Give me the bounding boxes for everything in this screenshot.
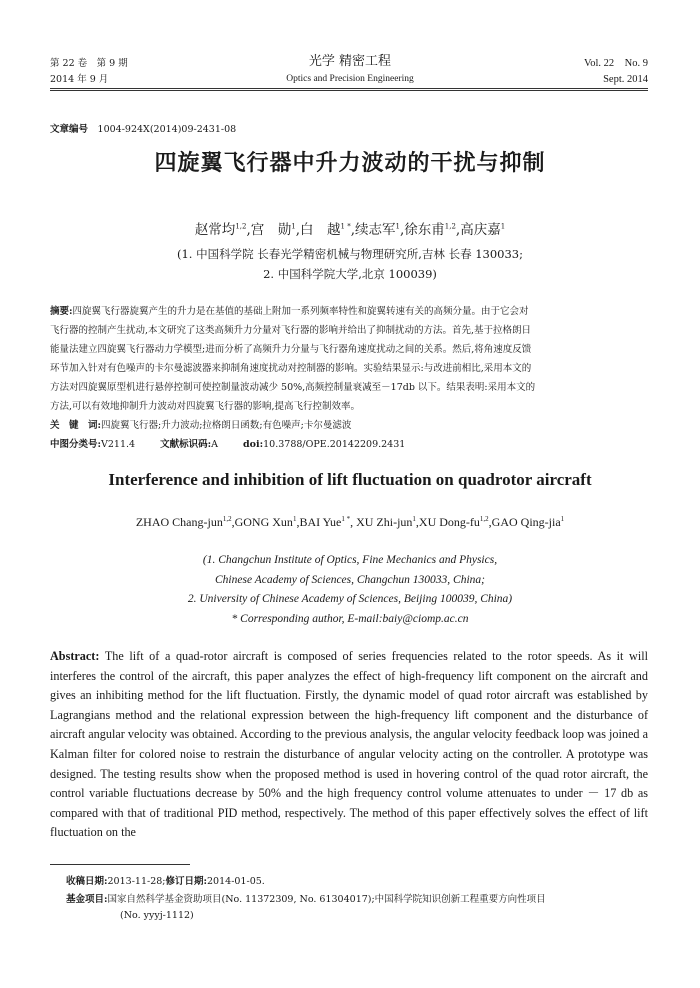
author-en-5-sup: 1,2 [479, 515, 489, 523]
revised-label: 修订日期: [165, 876, 208, 887]
header-volume-en: Vol. 22 No. 9 [584, 58, 648, 69]
title-en: Interference and inhibition of lift fluctuation on quadrotor aircraft [108, 470, 592, 489]
author-cn-5: 徐东甫 [404, 222, 445, 238]
header-date-cn: 2014 年 9 月 [50, 74, 109, 85]
affiliation-cn-1: (1. 中国科学院 长春光学精密机械与物理研究所,吉林 长春 130033; [176, 247, 523, 261]
author-cn-2-sup: 1 [291, 222, 296, 231]
doi-label: doi: [243, 439, 264, 450]
abstract-cn-line-6: 方法,可以有效地抑制升力波动对四旋翼飞行器的影响,提高飞行控制效率。 [50, 401, 361, 412]
abstract-cn-line-1: 四旋翼飞行器旋翼产生的升力是在基值的基础上附加一系列频率特性和旋翼转速有关的高频分量。由于它会对 [72, 306, 529, 317]
header-volume-cn: 第 22 卷 第 9 期 [50, 58, 128, 69]
header-journal-cn: 光学 精密工程 [308, 54, 392, 69]
classification-line [50, 435, 650, 454]
author-en-1-sup: 1,2 [222, 515, 232, 523]
doc-code-label: 文献标识码: [160, 439, 212, 450]
doc-code-value: A [211, 439, 218, 450]
abstract-cn-line-2: 飞行器的控制产生扰动,本文研究了这类高频升力分量对飞行器的影响并给出了抑制扰动的方法。首先,基于拉格朗日 [50, 325, 532, 336]
clc-value: V211.4 [101, 439, 136, 450]
received-value: 2013-11-28; [107, 876, 166, 887]
affiliation-en-1: (1. Changchun Institute of Optics, Fine Mechanics and Physics, [202, 554, 498, 566]
author-cn-3: 白 越 [300, 222, 341, 238]
authors-en [0, 512, 700, 532]
author-cn-3-sup: 1 * [340, 222, 351, 231]
author-en-4: , XU Zhi-jun [350, 515, 413, 529]
author-en-1: ZHAO Chang-jun [135, 515, 223, 529]
footnotes [66, 874, 650, 923]
author-cn-4: 续志军 [355, 222, 396, 238]
author-en-3-sup: 1 * [341, 515, 351, 523]
article-number-label: 文章编号 [50, 124, 89, 135]
author-en-6-sup: 1 [560, 515, 565, 523]
title-cn: 四旋翼飞行器中升力波动的干扰与抑制 [154, 151, 546, 176]
affiliation-en-2: Chinese Academy of Sciences, Changchun 130033, China; [215, 573, 485, 586]
abstract-en-text: The lift of a quad-rotor aircraft is composed of series frequencies related to the rotor speeds. As it will interferes the control of the aircraft, this paper analyzes the effect of high-frequency lift component on the aircraft and gives an inhibiting method for the lift fluctuation. Firstly, the dynamic model of quad rotor aircraft was established by Lagrangians method and the relational expression between the high-frequency lift component and the disturbance of aircraft angular velocity was obtained. According to the previous analysis, the angular velocity feedback loop was joined a Kalman filter for colored noise to restrain the disturbance of angular velocity acting on the controller. A prototype was designed. The testing results show when the proposed method is used in hovering control of the quad rotor aircraft, the control variable fluctuations decrease by 50% and the high frequency control volume attenuates to under － 17 db as compared with that of traditional PID method, respectively. The method of this paper effectively solves the effect of lift fluctuation on the [50, 649, 649, 840]
abstract-en [50, 647, 648, 843]
abstract-cn [50, 302, 650, 454]
doi-value: 10.3788/OPE.20142209.2431 [263, 439, 406, 450]
fund-label: 基金项目: [66, 894, 108, 905]
fund-value-cont: (No. yyyj-1112) [120, 910, 194, 921]
author-en-2-sup: 1 [292, 515, 297, 523]
author-en-4-sup: 1 [412, 515, 416, 523]
author-cn-1-sup: 1,2 [235, 222, 247, 231]
author-cn-6: 高庆嘉 [460, 222, 501, 238]
header-rule-2 [50, 90, 648, 91]
corresponding-author: * Corresponding author, E-mail:baiy@ciomp.ac.cn [231, 612, 469, 625]
keywords-cn-label: 关 键 词: [50, 420, 102, 431]
abstract-cn-line-3: 能量法建立四旋翼飞行器动力学模型;进而分析了高频升力分量与飞行器角速度扰动之间的关系。然后,将角速度反馈 [50, 344, 532, 355]
article-number [50, 123, 236, 137]
abstract-cn-line-4: 环节加入针对有色噪声的卡尔曼滤波器来抑制角速度扰动对控制器的影响。实验结果显示:与改进前相比,采用本文的 [50, 363, 532, 374]
header-date-en: Sept. 2014 [603, 74, 648, 85]
header-journal-en: Optics and Precision Engineering [286, 74, 414, 84]
affiliation-cn-2: 2. 中国科学院大学,北京 100039) [263, 267, 437, 281]
affiliations-en [0, 551, 700, 629]
article-number-value: 1004-924X(2014)09-2431-08 [97, 124, 237, 135]
affiliation-en-3: 2. University of Chinese Academy of Sciences, Beijing 100039, China) [187, 593, 513, 605]
author-en-2: ,GONG Xun [231, 515, 293, 529]
footnote-rule [50, 864, 190, 865]
abstract-en-label: Abstract: [50, 649, 100, 663]
author-cn-6-sup: 1 [500, 222, 506, 231]
revised-value: 2014-01-05. [207, 876, 265, 887]
fund-value: 国家自然科学基金资助项目(No. 11372309, No. 61304017);中国科学院知识创新工程重要方向性项目 [107, 894, 546, 905]
author-cn-2: 宫 勋 [250, 222, 292, 238]
author-cn-5-sup: 1,2 [444, 222, 456, 231]
author-en-3: ,BAI Yue [296, 515, 342, 529]
author-en-6: ,GAO Qing-jia [488, 515, 561, 529]
author-cn-1: 赵常均 [194, 222, 236, 238]
header-rule-1 [50, 88, 648, 89]
clc-label: 中图分类号: [50, 439, 102, 450]
received-label: 收稿日期: [66, 876, 108, 887]
keywords-cn-value: 四旋翼飞行器;升力波动;拉格朗日函数;有色噪声;卡尔曼滤波 [101, 420, 352, 431]
abstract-cn-line-5: 方法对四旋翼原型机进行悬停控制可使控制量波动减少 50%,高频控制量衰减至－17db 以下。结果表明:采用本文的 [50, 382, 536, 393]
author-cn-4-sup: 1 [395, 222, 400, 231]
author-en-5: ,XU Dong-fu [415, 515, 480, 529]
abstract-cn-label: 摘要: [50, 306, 73, 317]
authors-cn: 赵常均$^{1,2}$,宫 勋$^1$,白 越$^{1 *}$,续志军$^1$,徐东甫$^{1,2}$,高庆嘉$^1$ [194, 222, 506, 238]
